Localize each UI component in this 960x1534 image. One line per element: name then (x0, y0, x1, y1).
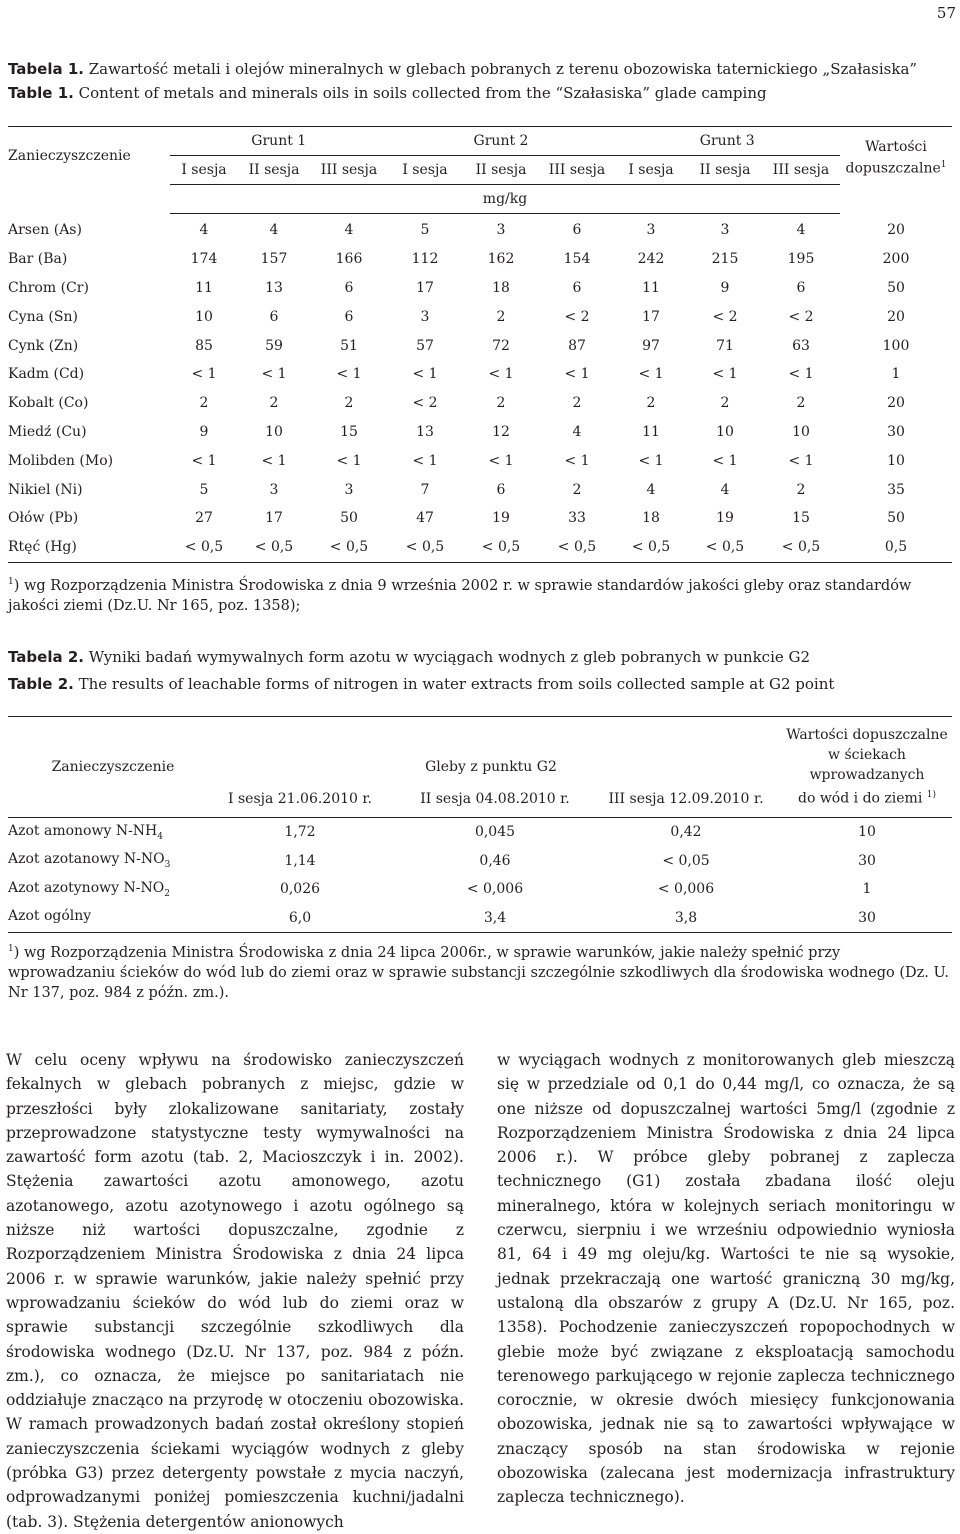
body-column-right (497, 1048, 955, 1510)
table1-cell-value: 4 (572, 423, 582, 440)
table1-cell-value: 17 (642, 308, 660, 325)
table2-cell-name (8, 818, 200, 847)
table-row (8, 875, 952, 904)
table1-header-limit-line1: Wartości (865, 138, 927, 155)
table1-footnote-text: ) wg Rozporządzenia Ministra Środowiska z dnia 9 września 2002 r. w sprawie standardów jakości gleby oraz standardów jakości ziemi (Dz.U. Nr 165, poz. 1358); (8, 577, 912, 614)
table1-cell-limit: 200 (882, 251, 910, 268)
table2-header-session: II sesja 04.08.2010 r. (400, 781, 590, 818)
table1-cell-value: 59 (265, 337, 283, 354)
table1-cell-value: 4 (720, 481, 730, 498)
table1-cell-value: 97 (642, 337, 660, 354)
table2-cell-limit: 30 (782, 904, 952, 933)
table1-cell-value: 6 (269, 308, 279, 325)
table2-cell-limit: 1 (862, 881, 872, 898)
table1-cell-value: 2 (344, 395, 354, 412)
table-row (8, 533, 952, 562)
table2-caption-en (8, 675, 834, 693)
table1-cell-value: 10 (195, 308, 213, 325)
table1-header-session: I sesja (170, 156, 238, 185)
table2-cell-value: 0,026 (279, 881, 321, 898)
table2-header-limit-line2: w ściekach (828, 747, 906, 764)
table1-cell-value: 195 (787, 251, 815, 268)
table1-cell-value: 3 (420, 308, 430, 325)
table1-cell-limit: 20 (887, 222, 905, 239)
table1-cell-value: < 1 (712, 366, 738, 383)
table1-cell-value: 6 (344, 279, 354, 296)
table1-cell-value: 18 (492, 279, 510, 296)
table1-caption-pl-text: Zawartość metali i olejów mineralnych w glebach pobranych z terenu obozowiska taternickiego „Szałasiska” (83, 60, 918, 78)
table1-cell-value: < 1 (564, 366, 590, 383)
table1-cell-value: < 2 (712, 308, 738, 325)
table1-header-session: II sesja (238, 156, 310, 185)
table1-cell-limit: 50 (887, 279, 905, 296)
table-row (8, 418, 952, 447)
table1-cell-value: 215 (711, 251, 739, 268)
table2-cell-name (8, 847, 200, 876)
table1-cell-value: 10 (792, 423, 810, 440)
table1-cell-value: < 1 (412, 366, 438, 383)
table2-cell-name-sub: 4 (157, 831, 164, 842)
table-row (8, 904, 952, 933)
table2-cell-limit: 30 (858, 852, 876, 869)
table1-cell-value: 12 (492, 423, 510, 440)
table2-cell-value: 0,42 (670, 824, 702, 841)
table1-cell-value: < 0,5 (238, 533, 310, 562)
table1-cell-value: 166 (335, 251, 363, 268)
table-row (8, 818, 952, 847)
table1-cell-value: 3 (344, 481, 354, 498)
table2-cell-name (8, 875, 200, 904)
table1-cell-value: 6 (572, 222, 582, 239)
table1-header-session: I sesja (614, 156, 688, 185)
table1-cell-value: < 1 (638, 366, 664, 383)
table1-cell-limit: 50 (887, 510, 905, 527)
table2-cell-value: 3,4 (400, 904, 590, 933)
table2-cell-name-text: Azot azotanowy N-NO (8, 851, 165, 868)
table2-header-limit (782, 717, 952, 818)
table1-caption-en (8, 84, 767, 102)
table-row (8, 847, 952, 876)
table1-cell-value: 3 (496, 222, 506, 239)
table1-cell-name: Nikiel (Ni) (8, 481, 83, 498)
table1-cell-value: < 2 (564, 308, 590, 325)
table1-cell-limit: 1 (891, 366, 901, 383)
table1-cell-value: < 1 (336, 452, 362, 469)
table1-cell-value: 50 (340, 510, 358, 527)
table1-cell-value: 2 (796, 395, 806, 412)
table1-cell-value: < 1 (788, 452, 814, 469)
table1-cell-value: 2 (720, 395, 730, 412)
table1-cell-value: 87 (568, 337, 586, 354)
table1-cell-name: Cyna (Sn) (8, 308, 78, 325)
table2-caption-en-label: Table 2. (8, 675, 74, 693)
table1-cell-name: Chrom (Cr) (8, 279, 89, 296)
table-row (8, 274, 952, 303)
table1-cell-value: 63 (792, 337, 810, 354)
table-row (8, 504, 952, 533)
table1-cell-value: 13 (416, 423, 434, 440)
table1-caption-en-label: Table 1. (8, 84, 74, 102)
table1-cell-value: < 0,5 (540, 533, 614, 562)
table1-header-contaminant: Zanieczyszczenie (8, 127, 170, 185)
table1-cell-value: 4 (344, 222, 354, 239)
table1-cell-value: 4 (199, 222, 209, 239)
table2-cell-value: 0,46 (479, 852, 511, 869)
table1-cell-value: 17 (416, 279, 434, 296)
table2-header-session: I sesja 21.06.2010 r. (200, 781, 400, 818)
table1-cell-value: 9 (720, 279, 730, 296)
table1-cell-value: 2 (572, 395, 582, 412)
table1-cell-value: 242 (637, 251, 665, 268)
table1-cell-value: 162 (487, 251, 515, 268)
table1-cell-value: < 1 (191, 452, 217, 469)
table1-cell-value: 2 (572, 481, 582, 498)
table1-header-session: III sesja (310, 156, 388, 185)
table1-cell-name: Miedź (Cu) (8, 423, 87, 440)
table1-caption-pl (8, 60, 917, 78)
table2-cell-name-sub: 3 (164, 860, 171, 871)
table1-cell-value: < 1 (712, 452, 738, 469)
table1-cell-value: 9 (199, 423, 209, 440)
table2-header-contaminant: Zanieczyszczenie (8, 717, 200, 818)
table1-cell-name: Molibden (Mo) (8, 452, 114, 469)
table1-cell-value: < 1 (412, 452, 438, 469)
table1-header-session: III sesja (540, 156, 614, 185)
table1-cell-value: < 1 (564, 452, 590, 469)
table1-cell-value: < 1 (191, 366, 217, 383)
table1-cell-value: < 0,5 (310, 533, 388, 562)
table1-cell-value: < 2 (788, 308, 814, 325)
table1-cell-value: 6 (496, 481, 506, 498)
table2-cell-value: 1,14 (284, 852, 316, 869)
table1-cell-value: 11 (195, 279, 213, 296)
table1-cell-limit: 30 (887, 423, 905, 440)
table2-header-limit-line1: Wartości dopuszczalne (786, 727, 948, 744)
table1-cell-value: 6 (572, 279, 582, 296)
table1-cell-value: 15 (340, 423, 358, 440)
table1-header-session: I sesja (388, 156, 462, 185)
table1-cell-value: 72 (492, 337, 510, 354)
table2-cell-value: < 0,006 (466, 881, 524, 898)
table-row (8, 389, 952, 418)
table1-cell-name: Ołów (Pb) (8, 510, 79, 527)
table1-footnote (8, 572, 952, 616)
table1-cell-value: 33 (568, 510, 586, 527)
table1-cell-value: 51 (340, 337, 358, 354)
table1-cell-value: 47 (416, 510, 434, 527)
table-row (8, 360, 952, 389)
table2-cell-name (8, 904, 200, 933)
table1-cell-value: 85 (195, 337, 213, 354)
table-row (8, 214, 952, 245)
table2-footnote-text: ) wg Rozporządzenia Ministra Środowiska z dnia 24 lipca 2006r., w sprawie warunków, jakie należy spełnić przy wprowadzaniu ścieków do wód lub do ziemi oraz w sprawie substancji szczególnie szkodliwych dla środowiska wodnego (Dz. U. Nr 137, poz. 984 z późn. zm.). (8, 944, 949, 1001)
table1-cell-value: 2 (199, 395, 209, 412)
table1-cell-name: Bar (Ba) (8, 251, 68, 268)
table2-cell-name-text: Azot azotynowy N-NO (8, 879, 165, 896)
table1-cell-value: 15 (792, 510, 810, 527)
table1-body (8, 214, 952, 563)
table1-header-session: II sesja (462, 156, 540, 185)
table1-cell-limit: 35 (887, 481, 905, 498)
table1-header-session: III sesja (762, 156, 840, 185)
table1-cell-value: < 0,5 (762, 533, 840, 562)
table1-cell-value: 5 (199, 481, 209, 498)
table1-cell-name: Rtęć (Hg) (8, 533, 170, 562)
table2-header-limit-sup: 1) (926, 790, 937, 801)
table2-cell-value: < 0,006 (657, 881, 715, 898)
table1-cell-value: 11 (642, 423, 660, 440)
table1-cell-value: < 1 (261, 452, 287, 469)
table2-caption-pl-text: Wyniki badań wymywalnych form azotu w wyciągach wodnych z gleb pobranych w punkcie G2 (83, 648, 811, 666)
table2-caption-pl-label: Tabela 2. (8, 648, 84, 666)
table1-header-grunt3: Grunt 3 (614, 127, 840, 156)
table2-cell-name-text: Azot amonowy N-NH (8, 822, 158, 839)
table1-unit: mg/kg (170, 185, 840, 214)
table1-cell-name: Arsen (As) (8, 222, 82, 239)
table1-cell-value: 27 (195, 510, 213, 527)
table1-caption-pl-label: Tabela 1. (8, 60, 84, 78)
page-number: 57 (936, 4, 956, 22)
table1-cell-value: 6 (796, 279, 806, 296)
table2-cell-name-text: Azot ogólny (8, 908, 92, 925)
table1-cell-value: 57 (416, 337, 434, 354)
table1-cell-value: < 0,5 (462, 533, 540, 562)
table1-cell-value: 4 (646, 481, 656, 498)
table1-cell-value: 157 (260, 251, 288, 268)
table1-header-session: II sesja (688, 156, 762, 185)
table2-body (8, 818, 952, 933)
table2-caption-en-text: The results of leachable forms of nitrogen in water extracts from soils collected sample at G2 point (73, 675, 835, 693)
table1-cell-value: 18 (642, 510, 660, 527)
table2-cell-value: 6,0 (200, 904, 400, 933)
table-row (8, 245, 952, 274)
table1-cell-value: 2 (796, 481, 806, 498)
table1-cell-value: < 0,5 (388, 533, 462, 562)
table1-cell-value: 2 (646, 395, 656, 412)
table1-cell-value: < 1 (638, 452, 664, 469)
table1-cell-value: 10 (265, 423, 283, 440)
table1-cell-value: 2 (496, 395, 506, 412)
body-paragraph-left: W celu oceny wpływu na środowisko zanieczyszczeń fekalnych w glebach pobranych z miejsc, gdzie w przeszłości były zlokalizowane sanitariaty, zostały przeprowadzone statystyczne testy wymywalności na zawartość form azotu (tab. 2, Macioszczyk i in. 2002). Stężenia zawartości azotu amonowego, azotu azotanowego, azotu azotynowego i azotu ogólnego są niższe niż wartości dopuszczalne, zgodnie z Rozporządzeniem Ministra Środowiska z dnia 24 lipca 2006 r. w sprawie warunków, jakie należy spełnić przy wprowadzaniu ścieków do wód lub do ziemi oraz w sprawie substancji szczególnie szkodliwych dla środowiska wodnego (Dz.U. Nr 137, poz. 984 z późn. zm.), co oznacza, że miejsce po sanitariatach nie oddziałuje znacząco na przyrodę w otoczeniu obozowiska. W ramach prowadzonych badań został określony stopień zanieczyszczenia ściekami wyciągów wodnych z gleby (próbka G3) przez detergenty powstałe z mycia naczyń, odprowadzanymi poniżej pomieszczenia kuchni/jadalni (tab. 3). Stężenia detergentów anionowych (6, 1051, 464, 1531)
table1-cell-value: 112 (411, 251, 439, 268)
table1-cell-limit: 10 (887, 452, 905, 469)
body-paragraph-right: w wyciągach wodnych z monitorowanych gleb mieszczą się w przedziale od 0,1 do 0,44 mg/l, co oznacza, że są one niższe od dopuszczalnej wartości 5mg/l (zgodnie z Rozporządzeniem Ministra Środowiska z dnia 24 lipca 2006 r.). W próbce gleby pobranej z zaplecza technicznego (G1) została zbadana ilość oleju mineralnego, która w kolejnych seriach monitoringu w czerwcu, sierpniu i we wrześniu odpowiednio wyniosła 81, 64 i 49 mg oleju/kg. Wartości te nie są wysokie, jednak przekraczają one wartość graniczną 30 mg/kg, ustaloną dla obszarów z grupy A (Dz.U. Nr 165, poz. 1358). Pochodzenie zanieczyszczeń ropopochodnych w glebie może być związane z eksploatacją samochodu terenowego parkującego w rejonie zaplecza technicznego corocznie, w okresie dwóch miesięcy funkcjonowania obozowiska, jednak nie są to zawartości wpływające w znaczący sposób na stan środowiska w rejonie obozowiska (zalecana jest modernizacja infrastruktury zaplecza technicznego). (497, 1051, 955, 1507)
table2-cell-value: 1,72 (284, 824, 316, 841)
table1-cell-value: < 0,5 (688, 533, 762, 562)
table1-cell-value: 17 (265, 510, 283, 527)
table1-cell-name: Cynk (Zn) (8, 337, 79, 354)
table1-cell-value: < 1 (336, 366, 362, 383)
table1-cell-value: 2 (269, 395, 279, 412)
table2-header-group: Gleby z punktu G2 (200, 717, 782, 782)
table1-cell-value: 13 (265, 279, 283, 296)
table2-header-limit-line3: wprowadzanych (809, 767, 925, 784)
table1-cell-value: < 2 (412, 395, 438, 412)
table1-cell-limit: 100 (882, 337, 910, 354)
table1-header-limit (840, 127, 952, 185)
table2-caption-pl (8, 648, 810, 666)
table-row (8, 302, 952, 331)
table1-header-limit-line2: dopuszczalne (845, 160, 941, 177)
table1-cell-value: < 1 (488, 366, 514, 383)
table-row (8, 446, 952, 475)
table-row (8, 475, 952, 504)
table1-cell-value: < 1 (488, 452, 514, 469)
table1-cell-limit: 0,5 (840, 533, 952, 562)
table-row (8, 331, 952, 360)
table2-footnote-mark: 1 (8, 944, 14, 954)
table1-cell-value: 3 (269, 481, 279, 498)
table1-cell-value: 2 (496, 308, 506, 325)
table1-cell-value: 6 (344, 308, 354, 325)
table1-cell-value: 3 (720, 222, 730, 239)
table1-footnote-mark: 1 (8, 577, 14, 587)
table1-cell-value: 11 (642, 279, 660, 296)
table2-cell-value: < 0,05 (662, 852, 710, 869)
table2-cell-value: 0,045 (474, 824, 516, 841)
table2 (8, 716, 952, 933)
table2-cell-limit: 10 (858, 824, 876, 841)
table1-cell-name: Kobalt (Co) (8, 395, 89, 412)
table1-cell-value: 10 (716, 423, 734, 440)
table2-footnote (8, 939, 952, 1003)
table1-cell-value: < 0,5 (170, 533, 238, 562)
table1-cell-value: 154 (563, 251, 591, 268)
table1-header-grunt1: Grunt 1 (170, 127, 388, 156)
table1-cell-value: 7 (420, 481, 430, 498)
table1-caption-en-text: Content of metals and minerals oils in soils collected from the “Szałasiska” glade camping (73, 84, 767, 102)
body-column-left (6, 1048, 464, 1534)
table1-cell-value: 174 (190, 251, 218, 268)
table1-cell-value: 4 (269, 222, 279, 239)
table2-header-limit-line4: do wód i do ziemi (797, 790, 923, 807)
table1-cell-value: 3 (646, 222, 656, 239)
table1-cell-value: < 0,5 (614, 533, 688, 562)
table1 (8, 126, 952, 563)
table1-cell-value: 5 (420, 222, 430, 239)
table1-cell-name: Kadm (Cd) (8, 366, 85, 383)
table1-cell-value: < 1 (788, 366, 814, 383)
table1-cell-value: 71 (716, 337, 734, 354)
table1-cell-value: 4 (796, 222, 806, 239)
table1-cell-limit: 20 (887, 308, 905, 325)
table1-cell-value: 19 (492, 510, 510, 527)
table2-cell-value: 3,8 (590, 904, 782, 933)
table2-header-session: III sesja 12.09.2010 r. (590, 781, 782, 818)
table1-cell-limit: 20 (887, 395, 905, 412)
table1-header-limit-sup: 1 (940, 159, 947, 170)
table2-cell-name-sub: 2 (164, 888, 170, 899)
table1-cell-value: < 1 (261, 366, 287, 383)
table1-header-grunt2: Grunt 2 (388, 127, 614, 156)
table1-cell-value: 19 (716, 510, 734, 527)
